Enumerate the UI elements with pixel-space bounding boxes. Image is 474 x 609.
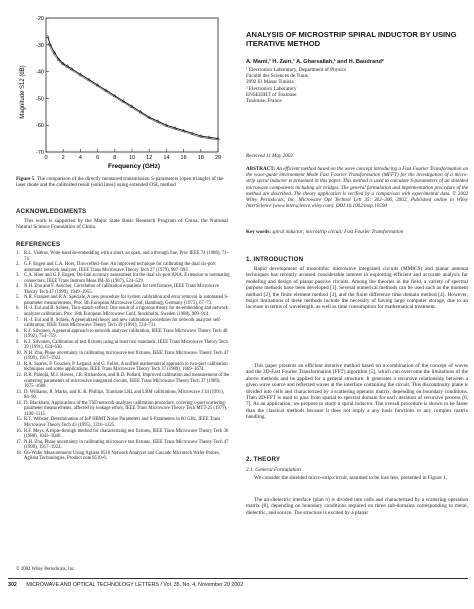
reference-item <box>16 284 230 295</box>
reference-text: K.J. Silvonen, A general approach to network analyzer calibration, IEEE Trans Microwave Theory Tech 40 (1992), 754–759. <box>24 328 228 340</box>
keywords <box>246 229 468 235</box>
reference-number: 4. <box>16 284 20 290</box>
x-tick-label: 0 <box>44 155 48 161</box>
y-tick-label: -70 <box>36 150 44 156</box>
received-date: Received 11 May 2002 <box>246 153 294 159</box>
affiliation-line: 2092 El Manar Tunisia <box>246 79 294 86</box>
reference-text: N.H. Zhu, Phase uncertainty in calibrating microwave test fixtures, IEEE Trans Microwave Theory Tech 47 (1999), 1917–1922. <box>24 439 229 451</box>
reference-number: 1. <box>16 251 20 256</box>
reference-item <box>16 451 230 462</box>
general-formulation-paragraph-1: We consider the shielded micro-strip circuit, assumed to be loss less, presented in Figure 1. <box>254 475 448 481</box>
introduction-paragraph-2: This paper presents an efficient iterative method based on a combination of the concept of waves and the 2D-Fast Fourier Transformation (FFT) algorithm [5], which can overcome the limitations of the above methods and be applied for a general structure. It generates a recursive relationship between a given wave source and reflected waves at the interface containing the circuit. This discontinuity plane is divided into cells and characterized by a scattering operator matrix, depending on boundary conditions. Then 2D-FFT is used to pass from spatial to spectral domain for each iteration of recursive process [6, 7]. As an application, we propose to study a spiral inductor. The overall procedure is shown to be faster than the classical methods because it does not imply a any basis functions or any complex matrix handling. <box>246 363 468 421</box>
reference-item <box>16 340 230 351</box>
reference-item <box>16 318 230 329</box>
acknowledgments-heading: ACKNOWLEDGMENTS <box>16 208 87 215</box>
reference-number: 13. <box>16 389 22 395</box>
y-tick-label: -40 <box>36 69 44 76</box>
article-authors: A. Mami,¹ H. Zairi,¹ A. Gharsallah,¹ and H. Baudrand² <box>246 59 384 65</box>
copyright-notice: © 2002 Wiley Periodicals, Inc. <box>16 567 76 572</box>
reference-item <box>16 351 230 362</box>
reference-text: R.R. Pantoja, M.J. Howes, J.R. Richardson, and R.D. Pollard, Improved calibration and measurement of the scattering parameters of microwave integrated circuits, IEEE Trans Microwave Theory Tech 37 (1989), 1675–1680. <box>24 373 230 390</box>
x-tick-label: 12 <box>146 155 153 161</box>
reference-item <box>16 306 230 317</box>
reference-item <box>16 390 230 401</box>
y-tick-label: -20 <box>36 16 44 22</box>
reference-text: D. Blackham, Applications of the TSD network-analyzer calibration procedure, covering s-port scattering-parameter measurements, affected by leakage errors, IEEE Trans Microwave Theory Tech MTT-25 (1977), 1100–1115. <box>24 400 228 417</box>
reference-item <box>16 373 230 390</box>
reference-number: 6. <box>16 306 20 312</box>
reference-text: R.T. Webster, Determination of InP HBMT Noise Parameters and S-Parameters to 60 GHz, IEEE Trans Microwave Theory Tech 43 (1995), 1216–1225. <box>24 417 221 428</box>
reference-text: R.A. Soares, P. Gouzien, P. Legaud, and G. Follot, A unified mathematical approach to two-port calibration techniques and some applications, IEEE Trans Microwave Theory Tech 37 (1989), 1669–1674. <box>24 361 228 373</box>
y-tick-label: -30 <box>36 42 44 49</box>
reference-item <box>16 362 230 373</box>
s12-magnitude-chart <box>16 14 226 172</box>
reference-number: 2. <box>16 262 20 268</box>
reference-number: 14. <box>16 400 22 406</box>
figure-caption <box>16 176 228 189</box>
x-tick-label: 20 <box>214 155 222 161</box>
page-footer <box>8 578 468 588</box>
general-formulation-paragraph-2: The air-dielectric interface (plan π) is divided into cells and characterized by a scattering operation matrix [8], depending on boundary conditions required on three sub-domains corresponding to metal, dielectric, and source. The structure is excited by a planar <box>246 497 468 516</box>
x-tick-label: 16 <box>180 155 187 161</box>
reference-text: N.H. Zhu and F. Auscher, Correlation of calibration equations for test fixtures, IEEE Trans Microwave Theory Tech 47 (1999), 1949–1955. <box>24 284 219 295</box>
reference-number: 8. <box>16 328 20 334</box>
x-tick-label: 2 <box>61 155 65 161</box>
reference-item <box>16 440 230 451</box>
reference-number: 7. <box>16 317 20 323</box>
reference-text: K.J. Silvonen, Calibration of test fixtures using at least two standards, IEEE Trans Microwave Theory Tech 39 (1991), 624–630. <box>24 339 228 351</box>
x-axis-label: Frequency (GHz) <box>107 163 161 170</box>
author-affiliations <box>246 67 466 104</box>
reference-item <box>16 262 230 273</box>
affiliation-line: ¹ Electronics Laboratory, Department of Physics <box>246 67 347 73</box>
x-tick-label: 4 <box>78 155 82 161</box>
y-tick-label: -50 <box>36 96 44 103</box>
reference-text: N.H. Zhu, Phase uncertainty in calibrating microwave test fixtures, IEEE Trans Microwave Theory Tech 47 (1999), 1917–1922. <box>24 350 229 362</box>
x-tick-label: 14 <box>163 155 170 161</box>
theory-heading: 2. THEORY <box>246 456 281 463</box>
reference-text: C.A. Hoer and G.F. Engen, On-line accuracy assessment for the dual six-port ANA: Extension to nonmating connectors, IEEE Trans Instrum Meas IM-36 (1987), 524–529. <box>24 273 230 284</box>
reference-number: 3. <box>16 273 20 279</box>
y-axis-label: Magnitude S12 (dB) <box>20 65 26 119</box>
reference-number: 16. <box>16 428 22 434</box>
introduction-paragraph-1: Rapid development of monolithic microwave integrated circuits (MMICS) and planar antenna techniques has recently aroused considerable interest in exploiting efficient and accurate analysis for modeling and design of planar passive circuits. Among the theories in the field, a variety of spectral purpose methods have been developed [1]. Several numerical methods can be used such as the moment method [2], the finite element method [3], and the finite difference time domain method [4]. However, major limitations of these methods include the necessity of having large computer storage, due to an increase in terms of wavelength, as well as time consumption for mathematical treatment. <box>246 266 468 311</box>
reference-number: 18. <box>16 450 22 456</box>
reference-item <box>16 429 230 440</box>
abstract <box>246 166 468 209</box>
reference-text: R.F. Meys, A triple-through method for characterizing test fixtures, IEEE Trans Microwave Theory Tech 36 (1988), 1043–1046. <box>24 428 229 440</box>
x-tick-label: 18 <box>197 155 204 161</box>
x-tick-label: 10 <box>128 155 136 161</box>
reference-number: 12. <box>16 373 22 379</box>
reference-text: On-Wafer Measurements Using Agilent 8510 Network Analyzer and Cascade Microtech Wafer Probes, Agilent Technologies, Product note 8510-6. <box>24 450 220 462</box>
reference-text: N.R. Franzen and R.A. Speciale, A new procedure for system calibration and error removal in automated S-parameter measurements, Proc 5th European Microwave Conf, Hamburg, Germany (1975), 67–73. <box>24 295 229 306</box>
affiliation-line: ² Electronics Laboratory <box>246 85 297 92</box>
reference-list <box>16 251 230 462</box>
y-tick-label: -60 <box>36 123 44 130</box>
reference-item <box>16 251 230 262</box>
reference-text: H.-J. Eul and B. Schiek, A generalized theory and new calibration procedures for network analyzer self-calibration, IEEE Trans Microwave Theory Tech 39 (1991), 724–731. <box>24 317 222 329</box>
introduction-heading: 1. INTRODUCTION <box>246 256 304 263</box>
keywords-label: Key words: <box>246 229 272 235</box>
reference-number: 9. <box>16 339 20 345</box>
reference-number: 11. <box>16 361 22 367</box>
reference-item <box>16 329 230 340</box>
affiliation-line: Toulouse, France <box>246 98 282 105</box>
reference-text: D. Williams, R. Marks, and K. R. Phillips, Translate LRL and LRM calibrations, Microwave J 34 (1991), 84–90. <box>24 389 224 401</box>
series-line <box>48 42 218 140</box>
general-formulation-heading: 2.1. General Formulation <box>246 467 301 473</box>
references-heading: REFERENCES <box>16 241 61 248</box>
chart-ticks <box>36 16 221 161</box>
reference-item <box>16 273 230 284</box>
abstract-text: An efficient method based on the wave concept introducing a Fast Fourier Transformation on the wave-guide environment Mode Fast Fourier Transformation (MFFT) for the investigation of a micro-strip spiral inductor is presented in this paper. This method is used to calculate S-parameters of an shielded microwave components including air bridges. The general formulation and implementation procedure of the method are described. The theory application is verified by a comparison with experimental data. © 2002 Wiley Periodicals, Inc. Microwave Opt Technol Lett 35: 302–306, 2002; Published online in Wiley InterScience (www.interscience.wiley.com). DOI 10.1002/mop.10590 <box>246 166 468 210</box>
keywords-text: spiral inductor; microstrip circuit; Fast Fourier Transformation <box>271 229 404 235</box>
page-number: 302 <box>8 582 17 588</box>
chart-series <box>46 35 219 140</box>
figure-caption-text: The comparison of the directly measured transmission S-parameters (open triangle) of the laser diode and the calibrated result (solid lines) using extended OSL method <box>16 176 224 189</box>
reference-number: 5. <box>16 295 20 301</box>
series-line <box>48 37 218 139</box>
figure-label: Figure 5 <box>16 176 35 182</box>
reference-text: H.-J. Eul and B. Schiek, Thru-match-reflect: One result of a rigorous theory for de-embedding and network analyzer calibration, Proc 18th European Microwave Conf, Stockholm, Sweden (1988), 909–914. <box>24 306 228 318</box>
article-title: ANALYSIS OF MICROSTRIP SPIRAL INDUCTOR BY USING ITERATIVE METHOD <box>246 30 457 48</box>
reference-number: 15. <box>16 417 22 423</box>
reference-text: G.F. Engen and C.A. Hoer, Thru-reflect-line: An improved technique for calibrating the dual six-port automatic network analyzer, IEEE Trans Microwave Theory Tech 27 (1979), 987–993. <box>24 262 216 273</box>
abstract-label: ABSTRACT: <box>246 166 276 172</box>
x-tick-label: 8 <box>113 155 117 161</box>
reference-item <box>16 417 230 428</box>
acknowledgments-text: This work is supported by the Major State Basic Research Program of China, the National Natural Science Foundation of China. <box>16 218 228 231</box>
reference-number: 10. <box>16 350 22 356</box>
affiliation-line: Faculté des Sciences de Tunis <box>246 73 308 80</box>
reference-item <box>16 401 230 418</box>
journal-citation: MICROWAVE AND OPTICAL TECHNOLOGY LETTERS / Vol. 35, No. 4, November 20 2002 <box>26 582 244 588</box>
reference-number: 17. <box>16 439 22 445</box>
x-tick-label: 6 <box>96 155 100 161</box>
reference-text: R.L. Vaitkus, Wide-band de-embedding with a short, an open, and a through line, Proc IEEE 74 (1986), 71–74. <box>24 251 229 262</box>
reference-item <box>16 295 230 306</box>
affiliation-line: ENSEEIHT of Toulouse <box>246 91 297 98</box>
